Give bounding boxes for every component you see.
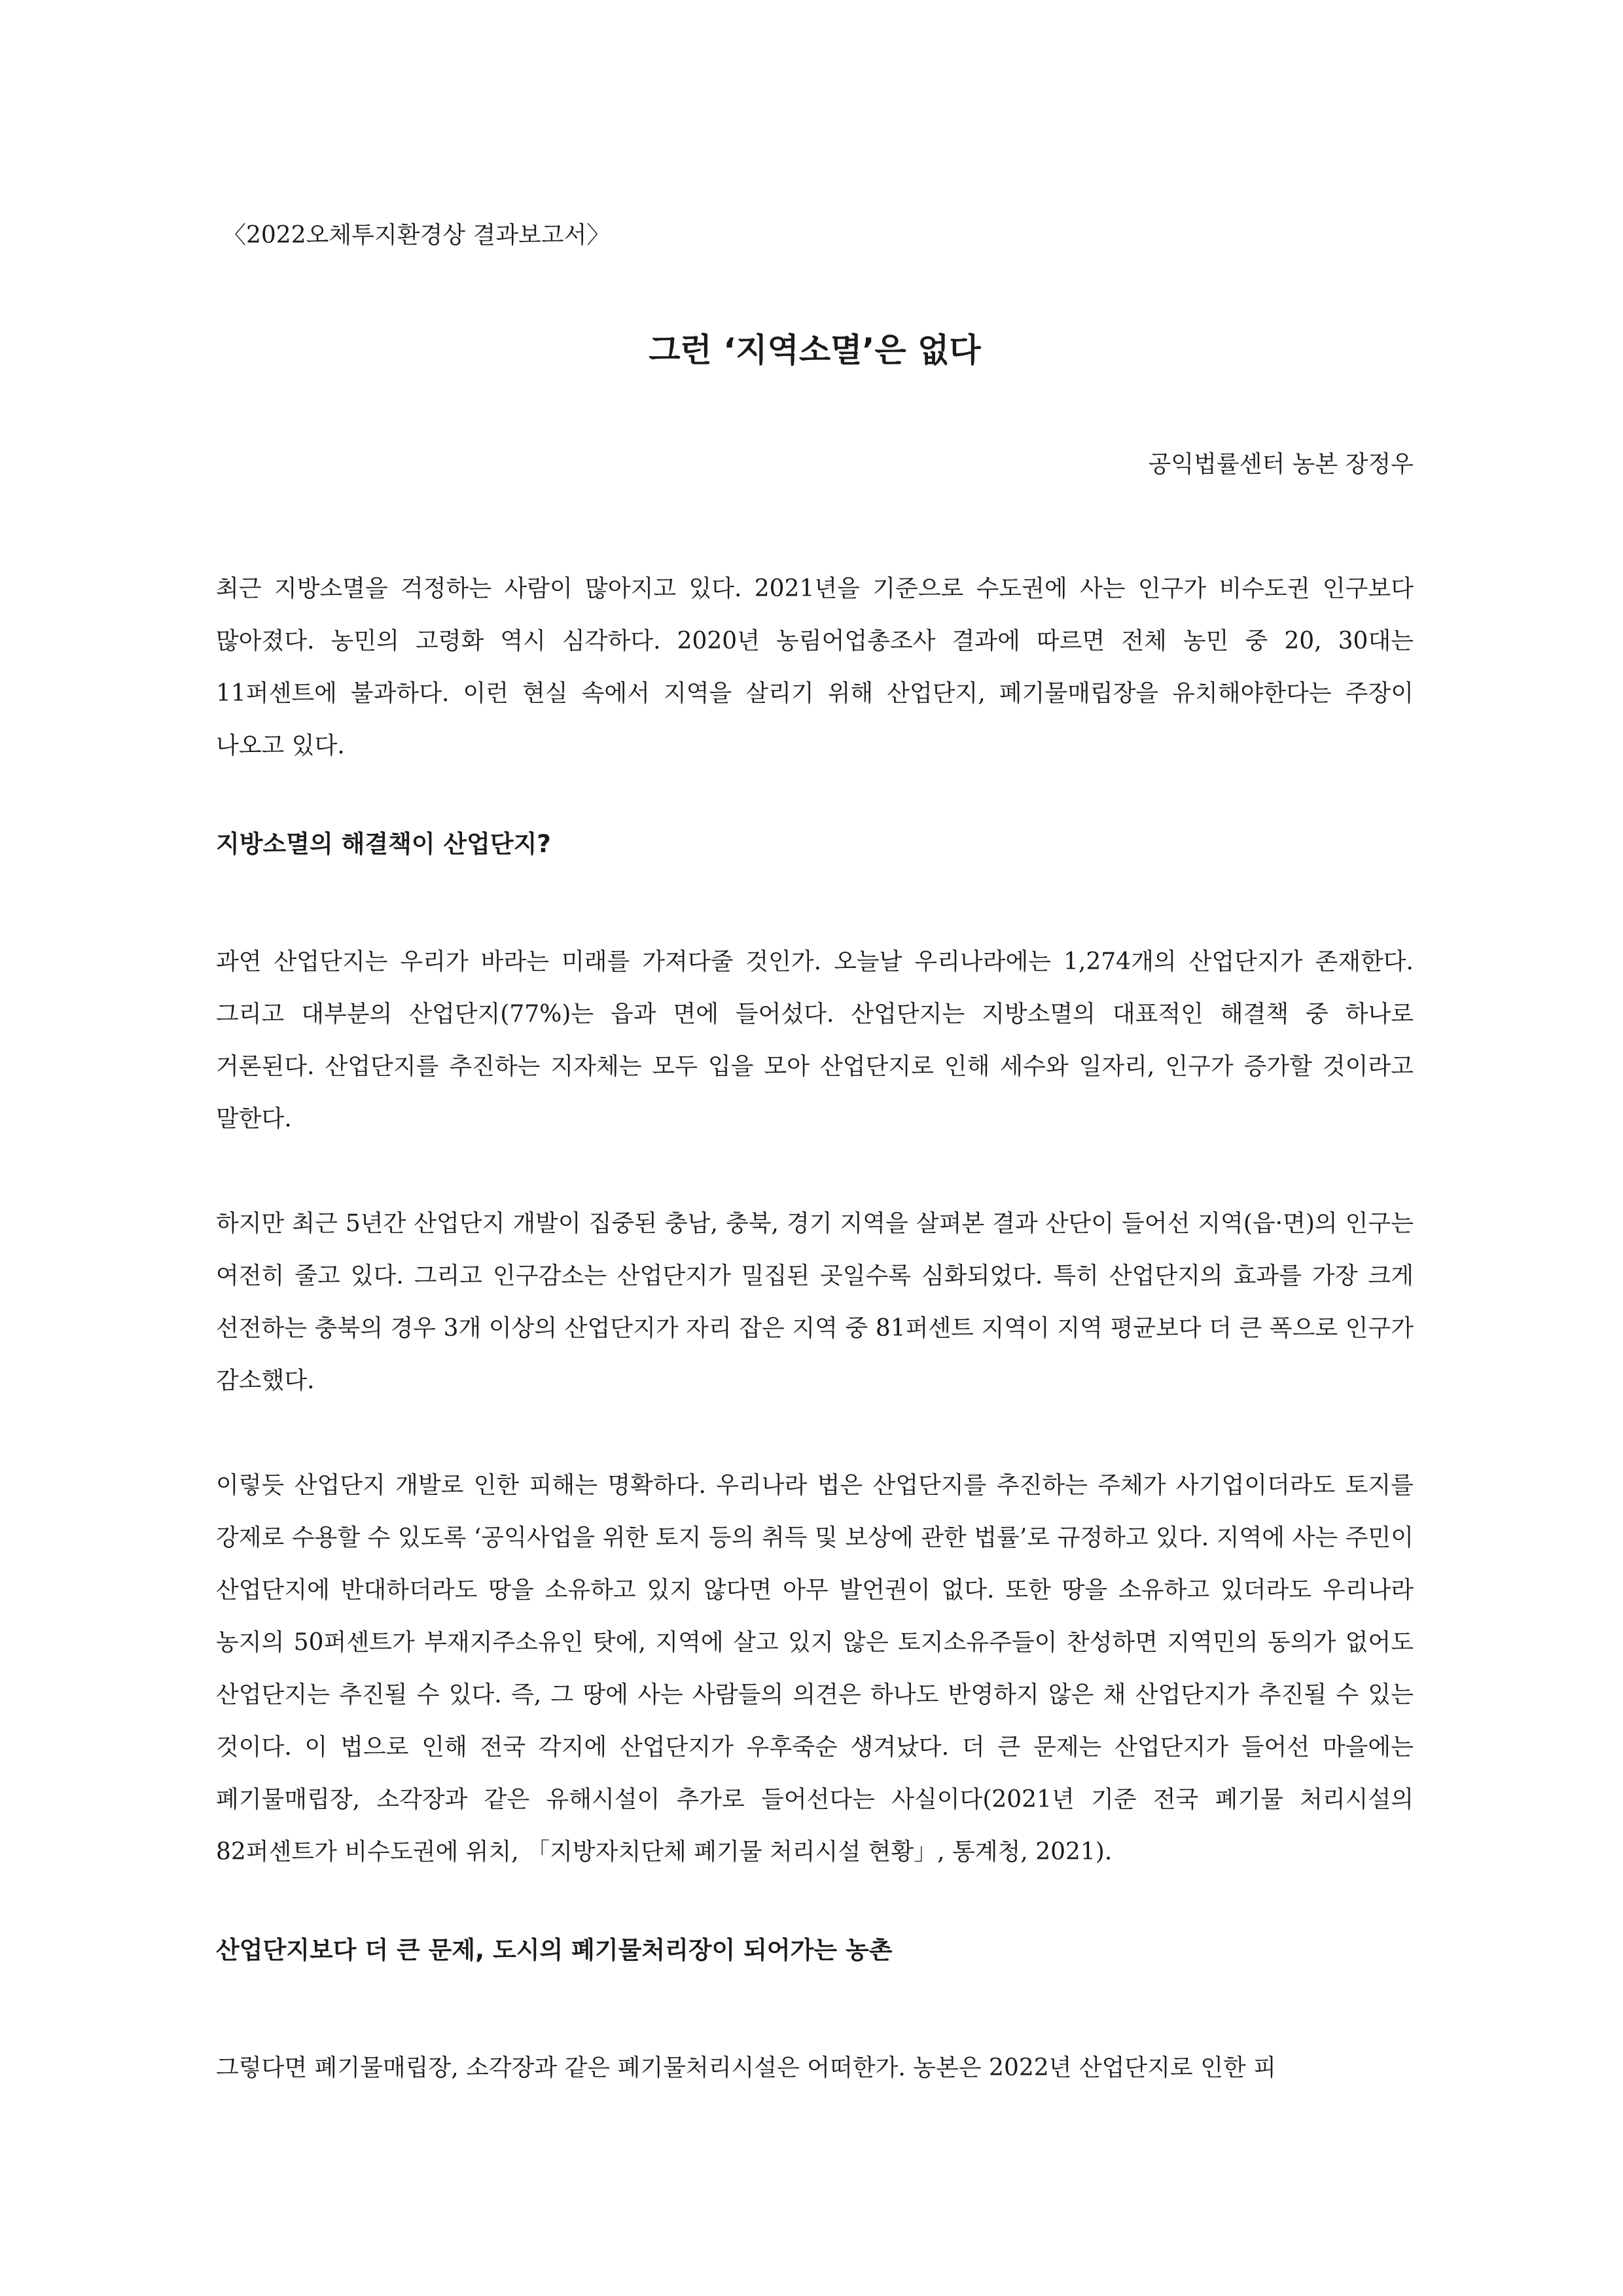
author-line: 공익법률센터 농본 장정우 [1148, 451, 1414, 478]
paragraph-intro: 최근 지방소멸을 걱정하는 사람이 많아지고 있다. 2021년을 기준으로 수도권에 사는 인구가 비수도권 인구보다 많아졌다. 농민의 고령화 역시 심각하다. 2020년 농림어업총조사 결과에 따르면 전체 농민 중 20, 30대는 11퍼센트에 불과하다. 이런 현실 속에서 지역을 살리기 위해 산업단지, 폐기물매립장을 유치해야한다는 주장이 나오고 있다. [216, 575, 1414, 759]
section-heading-industrial-complex: 지방소멸의 해결책이 산업단지? [216, 830, 551, 858]
paragraph: 하지만 최근 5년간 산업단지 개발이 집중된 충남, 충북, 경기 지역을 살펴본 결과 산단이 들어선 지역(읍·면)의 인구는 여전히 줄고 있다. 그리고 인구감소는 산업단지가 밀집된 곳일수록 심화되었다. 특히 산업단지의 효과를 가장 크게 선전하는 충북의 경우 3개 이상의 산업단지가 자리 잡은 지역 중 81퍼센트 지역이 지역 평균보다 더 큰 폭으로 인구가 감소했다. [216, 1210, 1414, 1394]
section-heading-waste-facilities: 산업단지보다 더 큰 문제, 도시의 폐기물처리장이 되어가는 농촌 [216, 1936, 893, 1964]
report-label: 〈2022오체투지환경상 결과보고서〉 [223, 222, 611, 249]
paragraph: 이렇듯 산업단지 개발로 인한 피해는 명확하다. 우리나라 법은 산업단지를 추진하는 주체가 사기업이더라도 토지를 강제로 수용할 수 있도록 ‘공익사업을 위한 토지 등의 취득 및 보상에 관한 법률’로 규정하고 있다. 지역에 사는 주민이 산업단지에 반대하더라도 땅을 소유하고 있지 않다면 아무 발언권이 없다. 또한 땅을 소유하고 있더라도 우리나라 농지의 50퍼센트가 부재지주소유인 탓에, 지역에 살고 있지 않은 토지소유주들이 찬성하면 지역민의 동의가 없어도 산업단지는 추진될 수 있다. 즉, 그 땅에 사는 사람들의 의견은 하나도 반영하지 않은 채 산업단지가 추진될 수 있는 것이다. 이 법으로 인해 전국 각지에 산업단지가 우후죽순 생겨났다. 더 큰 문제는 산업단지가 들어선 마을에는 폐기물매립장, 소각장과 같은 유해시설이 추가로 들어선다는 사실이다(2021년 기준 전국 폐기물 처리시설의 82퍼센트가 비수도권에 위치, 「지방자치단체 폐기물 처리시설 현황」, 통계청, 2021). [216, 1472, 1414, 1865]
document-title: 그런 ‘지역소멸’은 없다 [649, 331, 981, 369]
paragraph: 과연 산업단지는 우리가 바라는 미래를 가져다줄 것인가. 오늘날 우리나라에는 1,274개의 산업단지가 존재한다. 그리고 대부분의 산업단지(77%)는 읍과 면에 들어섰다. 산업단지는 지방소멸의 대표적인 해결책 중 하나로 거론된다. 산업단지를 추진하는 지자체는 모두 입을 모아 산업단지로 인해 세수와 일자리, 인구가 증가할 것이라고 말한다. [216, 948, 1414, 1132]
document-page [216, 216, 1414, 2147]
paragraph: 그렇다면 폐기물매립장, 소각장과 같은 폐기물처리시설은 어떠한가. 농본은 2022년 산업단지로 인한 피 [216, 2054, 1276, 2081]
